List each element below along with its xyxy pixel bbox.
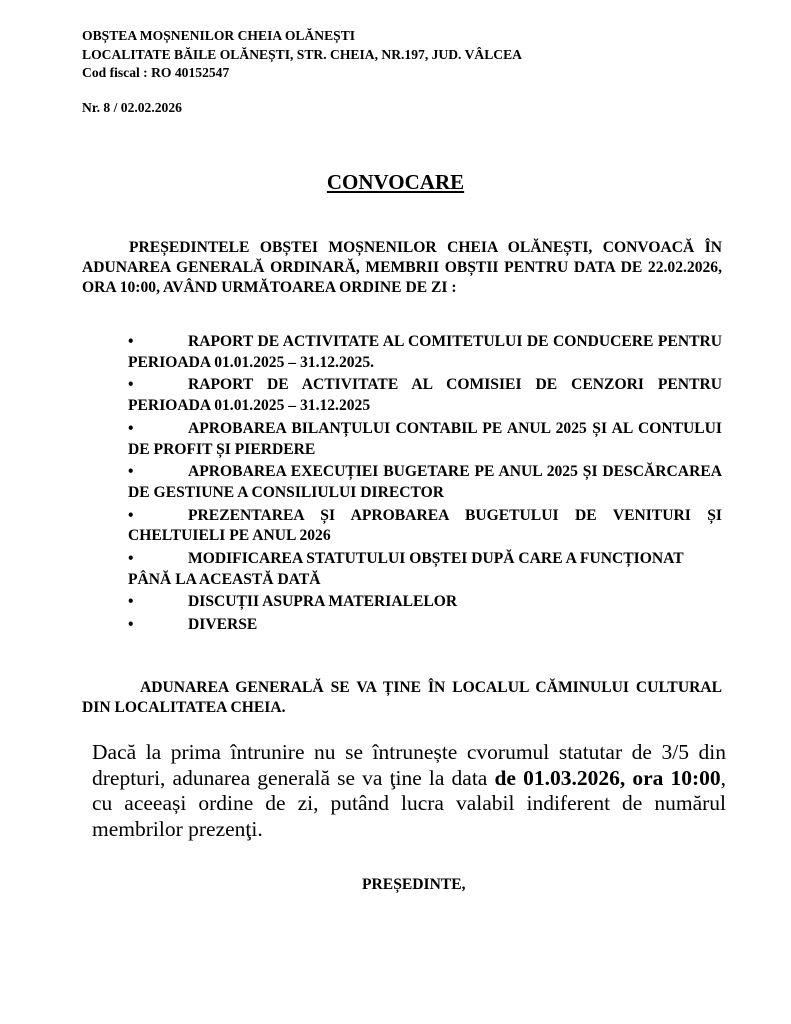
agenda-item (128, 506, 722, 547)
bullet-icon: • (128, 419, 134, 437)
intro-paragraph: PREȘEDINTELE OBȘTEI MOȘNENILOR CHEIA OLĂNEȘTI, CONVOACĂ ÎN ADUNAREA GENERALĂ ORDINARĂ, MEMBRII OBȘTII PENTRU DATA DE 22.02.2026, ORA 10:00, AVÂND URMĂTOAREA ORDINE DE ZI : (82, 239, 722, 296)
fallback-date: de 01.03.2026, ora 10:00 (494, 765, 721, 790)
agenda-list (128, 332, 722, 638)
fallback-paragraph (92, 740, 726, 842)
agenda-item (128, 462, 722, 503)
reference-number: Nr. 8 / 02.02.2026 (82, 100, 182, 115)
agenda-item-text: DISCUȚII ASUPRA MATERIALELOR (188, 593, 458, 611)
agenda-item-text: PREZENTAREA ȘI APROBAREA BUGETULUI DE VENITURI ȘI CHELTUIELI PE ANUL 2026 (128, 506, 722, 545)
fiscal-code: Cod fiscal : RO 40152547 (82, 65, 230, 80)
location-paragraph: ADUNAREA GENERALĂ SE VA ȚINE ÎN LOCALUL CĂMINULUI CULTURAL DIN LOCALITATEA CHEIA. (82, 679, 722, 716)
bullet-icon: • (128, 550, 134, 568)
agenda-item (128, 375, 722, 416)
agenda-item (128, 419, 722, 460)
agenda-item-text: MODIFICAREA STATUTULUI OBȘTEI DUPĂ CARE A FUNCȚIONAT PÂNĂ LA ACEASTĂ DATĂ (128, 550, 684, 588)
document-title-wrapper (0, 170, 791, 195)
fallback-text-2: , cu aceeași ordine de zi, putând lucra valabil indiferent de numărul membrilor prezenţi. (92, 765, 726, 841)
bullet-icon: • (128, 463, 134, 481)
agenda-item (128, 592, 722, 613)
bullet-icon: • (128, 616, 134, 634)
agenda-item (128, 615, 722, 636)
agenda-item-text: APROBAREA BILANȚULUI CONTABIL PE ANUL 2025 ȘI AL CONTULUI DE PROFIT ȘI PIERDERE (128, 419, 722, 458)
bullet-icon: • (128, 376, 134, 394)
document-header (82, 27, 522, 83)
agenda-item (128, 332, 722, 373)
agenda-item-text: APROBAREA EXECUȚIEI BUGETARE PE ANUL 2025 ȘI DESCĂRCAREA DE GESTIUNE A CONSILIULUI DIRECTOR (128, 463, 722, 501)
bullet-icon: • (128, 506, 134, 524)
agenda-item-text: DIVERSE (188, 616, 258, 634)
agenda-item-text: RAPORT DE ACTIVITATE AL COMITETULUI DE CONDUCERE PENTRU PERIOADA 01.01.2025 – 31.12.2025. (128, 333, 722, 371)
organization-name: OBȘTEA MOȘNENILOR CHEIA OLĂNEȘTI (82, 28, 356, 43)
fallback-text-1: Dacă la prima întrunire nu se întrunește cvorumul statutar de 3/5 din drepturi, adunarea generală se va ţine la data (92, 740, 726, 790)
signature-label: PREȘEDINTE, (362, 876, 466, 893)
agenda-item-text: RAPORT DE ACTIVITATE AL COMISIEI DE CENZORI PENTRU PERIOADA 01.01.2025 – 31.12.2025 (128, 376, 722, 415)
bullet-icon: • (128, 333, 134, 350)
document-title: CONVOCARE (326, 170, 465, 194)
agenda-item (128, 549, 722, 590)
bullet-icon: • (128, 593, 134, 611)
organization-address: LOCALITATE BĂILE OLĂNEȘTI, STR. CHEIA, NR.197, JUD. VÂLCEA (82, 46, 522, 62)
